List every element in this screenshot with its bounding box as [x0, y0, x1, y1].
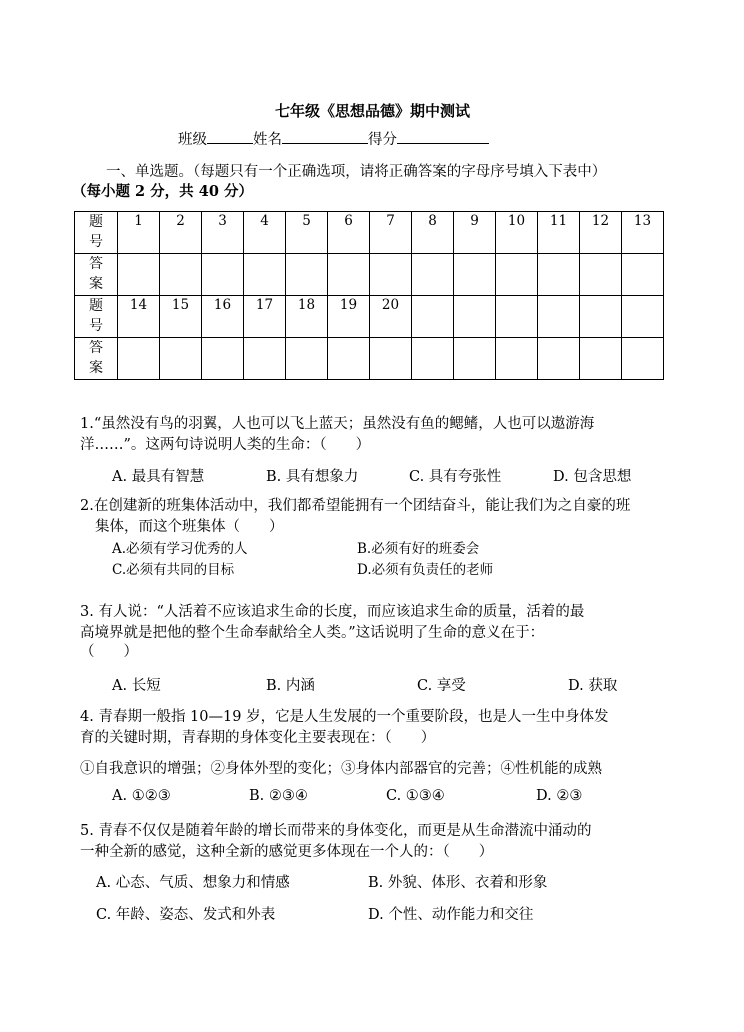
answer-cell[interactable] [622, 338, 664, 380]
answer-header: 答 案 [75, 254, 118, 296]
answer-cell[interactable] [496, 254, 538, 296]
answer-cell[interactable] [412, 338, 454, 380]
score-blank[interactable] [397, 129, 489, 144]
question-3-line-3: （ ） [80, 644, 138, 660]
question-number-cell: 12 [580, 212, 622, 254]
question-5-line-1: 5. 青春不仅仅是随着年龄的增长而带来的身体变化，而更是从生命潜流中涌动的 [80, 823, 592, 839]
answer-cell[interactable] [118, 338, 160, 380]
table-row [75, 212, 664, 254]
question-5-line-2: 一种全新的感觉，这种全新的感觉更多体现在一个人的：（ ） [80, 844, 494, 860]
question-3-line-1: 3. 有人说：“人活着不应该追求生命的长度，而应该追求生命的质量，活着的最 [80, 604, 585, 620]
answer-cell[interactable] [580, 338, 622, 380]
question-number-cell: 2 [160, 212, 202, 254]
answer-cell[interactable] [286, 254, 328, 296]
class-blank[interactable] [207, 129, 253, 144]
answer-cell[interactable] [370, 338, 412, 380]
table-row [75, 254, 664, 296]
question-4-line-2: 育的关键时期，青春期的身体变化主要表现在：（ ） [80, 730, 436, 746]
question-number-cell [622, 296, 664, 338]
q2-option-b: B.必须有好的班委会 [357, 541, 480, 557]
q3-option-c: C. 享受 [417, 678, 466, 694]
question-number-cell: 5 [286, 212, 328, 254]
answer-cell[interactable] [370, 254, 412, 296]
q2-option-d: D.必须有负责任的老师 [357, 562, 494, 578]
question-number-cell: 9 [454, 212, 496, 254]
question-number-cell: 8 [412, 212, 454, 254]
question-number-cell: 14 [118, 296, 160, 338]
q1-option-a: A. 最具有智慧 [112, 469, 205, 485]
answer-cell[interactable] [622, 254, 664, 296]
answer-cell[interactable] [412, 254, 454, 296]
answer-cell[interactable] [118, 254, 160, 296]
score-label: 得分 [368, 132, 397, 148]
answer-table [74, 211, 664, 380]
answer-cell[interactable] [286, 338, 328, 380]
answer-cell[interactable] [244, 338, 286, 380]
question-number-cell [412, 296, 454, 338]
answer-cell[interactable] [538, 254, 580, 296]
q4-option-b: B. ②③④ [249, 788, 308, 804]
q1-option-b: B. 具有想象力 [266, 469, 359, 485]
question-number-cell: 3 [202, 212, 244, 254]
question-2-line-1: 2.在创建新的班集体活动中，我们都希望能拥有一个团结奋斗，能让我们为之自豪的班 [80, 498, 631, 514]
question-number-cell: 18 [286, 296, 328, 338]
question-number-cell [496, 296, 538, 338]
question-1-line-2: 洋……”。这两句诗说明人类的生命：（ ） [80, 437, 371, 453]
answer-cell[interactable] [328, 254, 370, 296]
question-number-cell: 15 [160, 296, 202, 338]
question-number-cell: 19 [328, 296, 370, 338]
question-number-cell: 1 [118, 212, 160, 254]
question-3-line-2: 高境界就是把他的整个生命奉献给全人类。”这话说明了生命的意义在于： [80, 625, 545, 641]
q4-option-c: C. ①③④ [386, 788, 445, 804]
question-number-header: 题 号 [75, 212, 118, 254]
q3-option-d: D. 获取 [568, 678, 618, 694]
question-number-cell: 10 [496, 212, 538, 254]
answer-cell[interactable] [538, 338, 580, 380]
answer-cell[interactable] [328, 338, 370, 380]
question-number-header: 题 号 [75, 296, 118, 338]
answer-cell[interactable] [202, 254, 244, 296]
student-info-line [178, 128, 489, 149]
q5-option-d: D. 个性、动作能力和交往 [368, 907, 534, 923]
class-label: 班级 [178, 132, 207, 148]
q3-option-a: A. 长短 [112, 678, 161, 694]
question-1-line-1: 1.“虽然没有鸟的羽翼，人也可以飞上蓝天；虽然没有鱼的鳃鳍，人也可以遨游海 [80, 416, 595, 432]
answer-cell[interactable] [160, 338, 202, 380]
answer-cell[interactable] [202, 338, 244, 380]
question-number-cell: 7 [370, 212, 412, 254]
question-number-cell [580, 296, 622, 338]
question-number-cell: 4 [244, 212, 286, 254]
q4-option-d: D. ②③ [536, 788, 583, 804]
name-blank[interactable] [282, 129, 368, 144]
q5-option-c: C. 年龄、姿态、发式和外表 [96, 907, 276, 923]
section-points: （每小题 2 分，共 40 分） [72, 183, 253, 200]
question-4-line-3: ①自我意识的增强；②身体外型的变化；③身体内部器官的完善；④性机能的成熟 [80, 761, 602, 777]
answer-cell[interactable] [244, 254, 286, 296]
question-number-cell: 17 [244, 296, 286, 338]
answer-header: 答 案 [75, 338, 118, 380]
question-4-line-1: 4. 青春期一般指 10—19 岁，它是人生发展的一个重要阶段，也是人一生中身体发 [80, 709, 609, 725]
q1-option-d: D. 包含思想 [553, 469, 632, 485]
q2-option-a: A.必须有学习优秀的人 [112, 541, 248, 557]
answer-cell[interactable] [454, 338, 496, 380]
question-number-cell: 11 [538, 212, 580, 254]
question-number-cell: 20 [370, 296, 412, 338]
q5-option-b: B. 外貌、体形、衣着和形象 [368, 875, 548, 891]
answer-cell[interactable] [160, 254, 202, 296]
question-number-cell: 6 [328, 212, 370, 254]
question-2-line-2: 集体，而这个班集体（ ） [95, 519, 284, 535]
section-instruction: 一、单选题。（每题只有一个正确选项，请将正确答案的字母序号填入下表中） [106, 164, 607, 180]
q4-option-a: A. ①②③ [112, 788, 171, 804]
question-number-cell: 16 [202, 296, 244, 338]
page-title: 七年级《思想品德》期中测试 [275, 102, 471, 120]
question-number-cell [454, 296, 496, 338]
answer-cell[interactable] [496, 338, 538, 380]
question-number-cell [538, 296, 580, 338]
name-label: 姓名 [253, 132, 282, 148]
table-row [75, 338, 664, 380]
table-row [75, 296, 664, 338]
q5-option-a: A. 心态、气质、想象力和情感 [96, 875, 290, 891]
answer-cell[interactable] [454, 254, 496, 296]
q3-option-b: B. 内涵 [266, 678, 315, 694]
question-number-cell: 13 [622, 212, 664, 254]
q2-option-c: C.必须有共同的目标 [112, 562, 235, 578]
q1-option-c: C. 具有夸张性 [409, 469, 502, 485]
answer-cell[interactable] [580, 254, 622, 296]
